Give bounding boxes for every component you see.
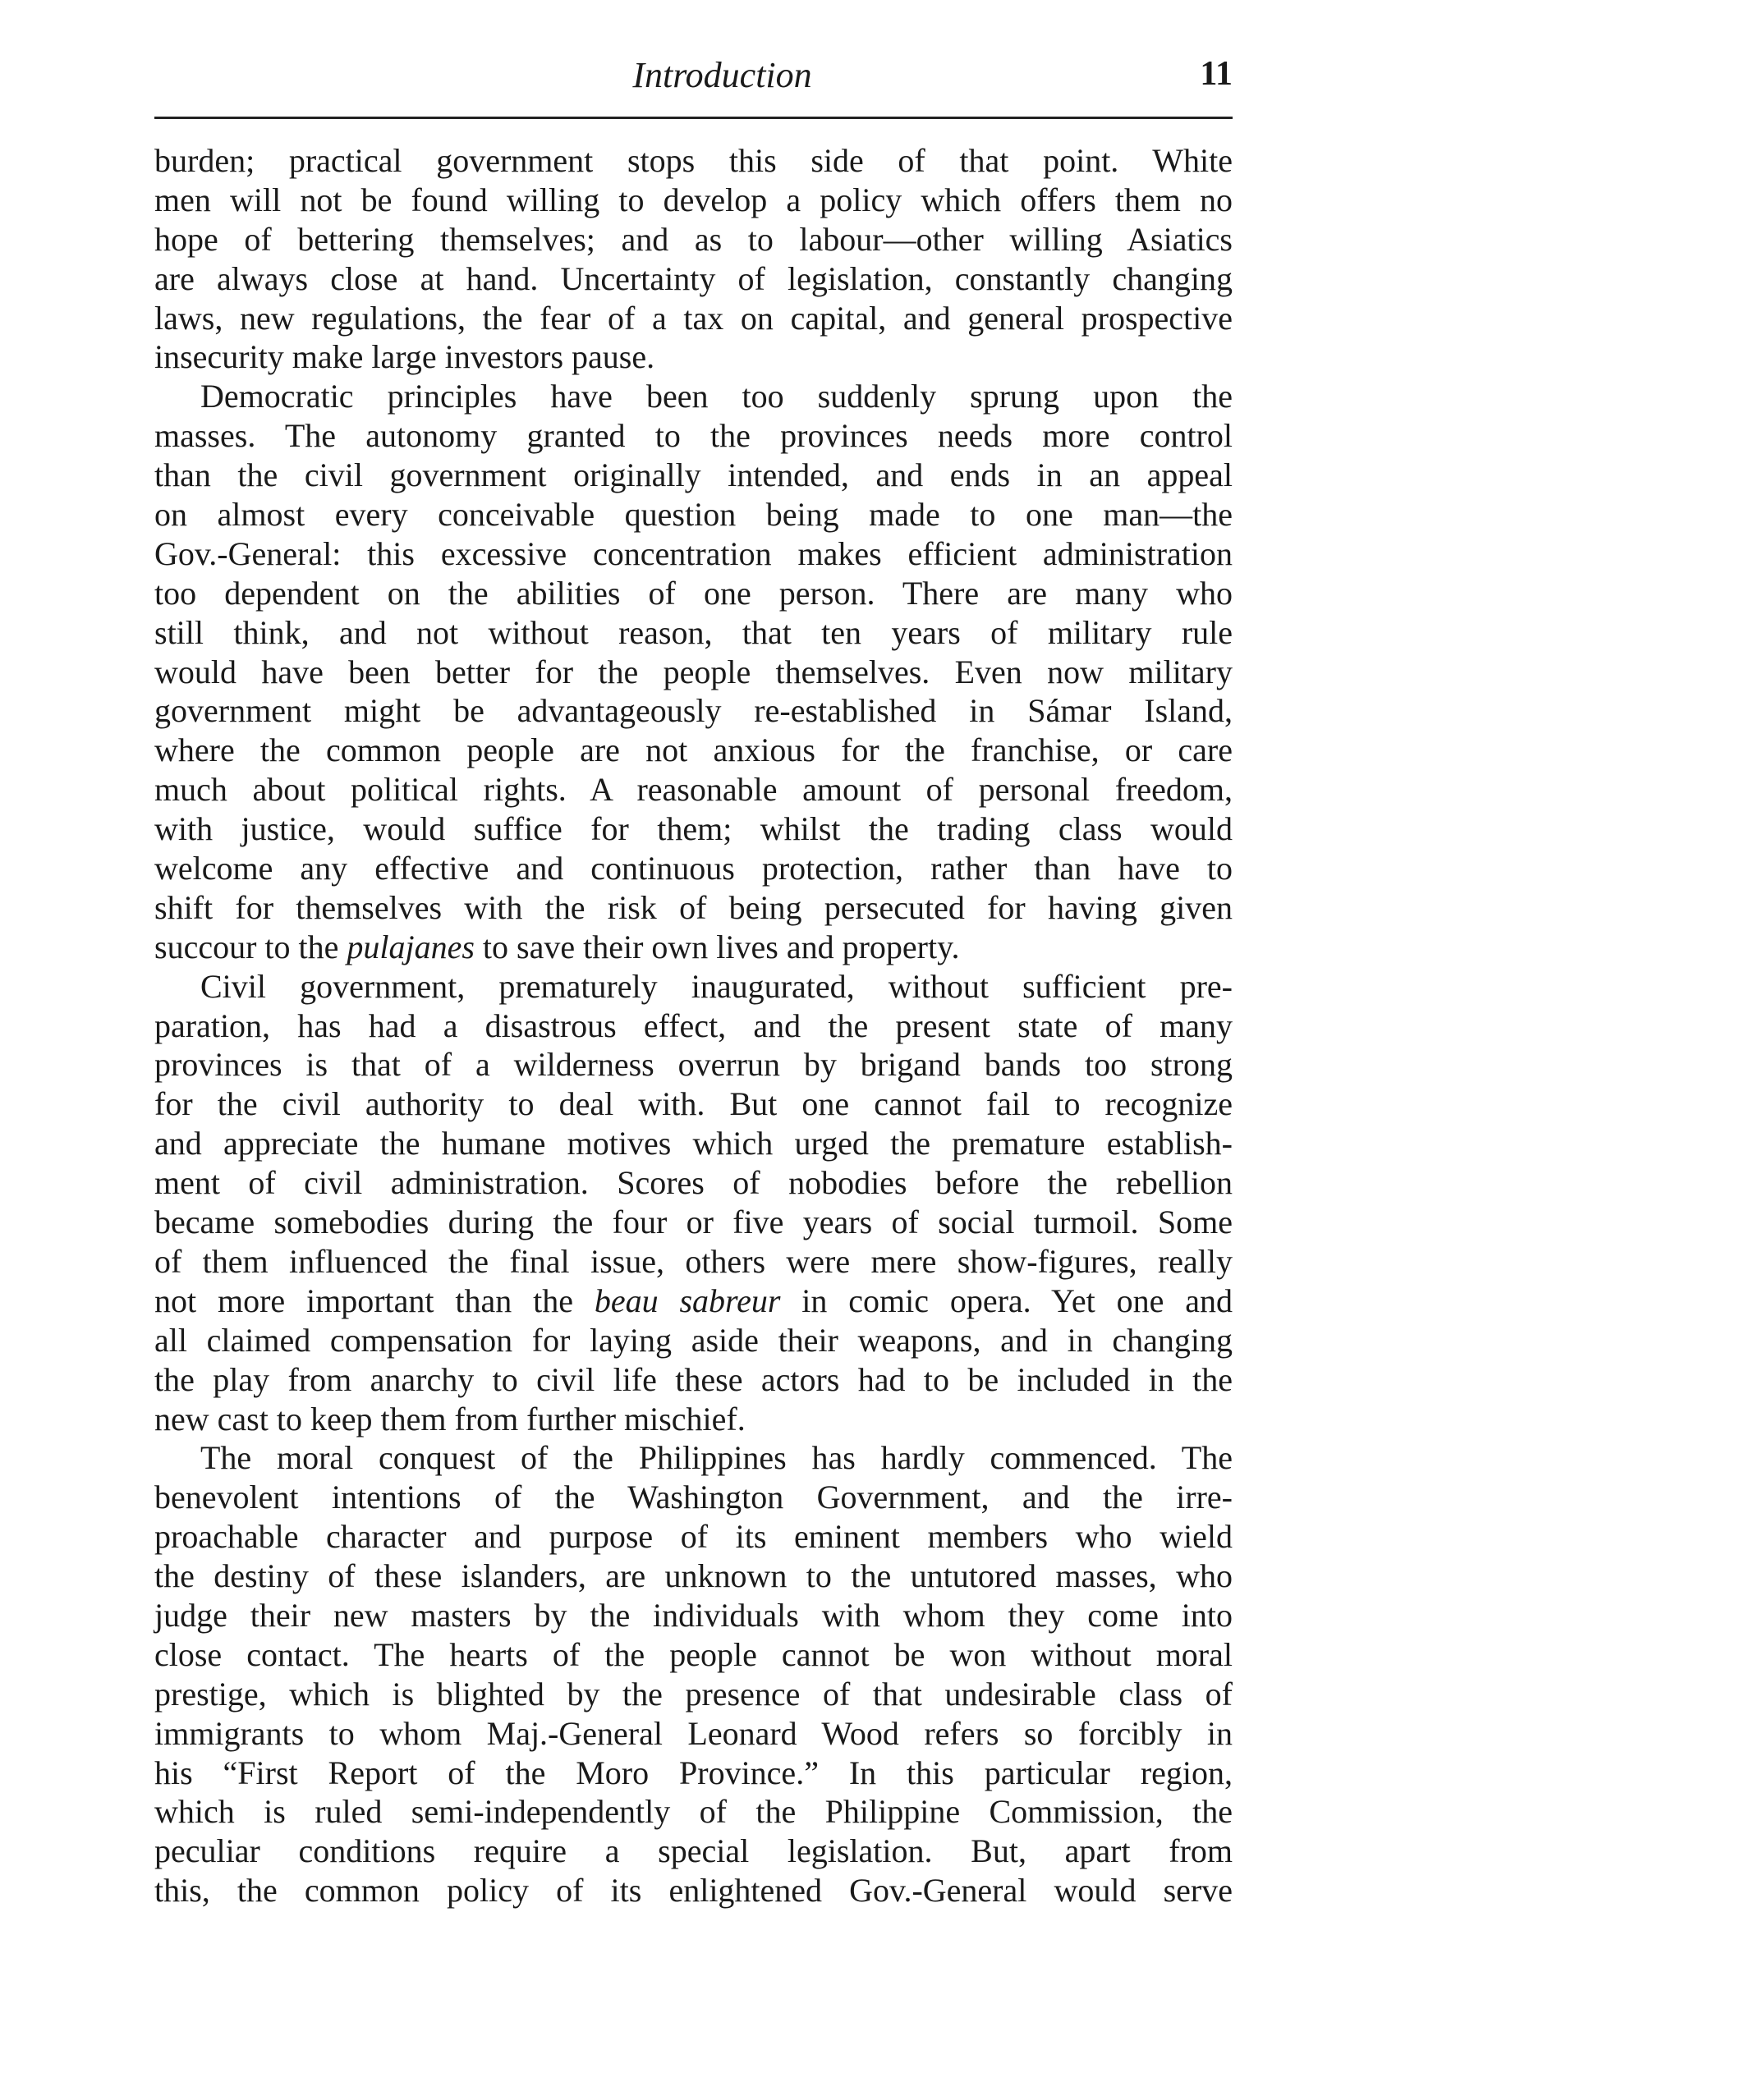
text-segment: are always close at hand. Uncertainty of legislation, constantly changing bbox=[154, 259, 1233, 297]
text-segment: government might be advantageously re-established in Sámar Island, bbox=[154, 692, 1233, 730]
text-line bbox=[154, 809, 1233, 849]
text-segment: still think, and not without reason, that ten years of military rule bbox=[154, 613, 1233, 651]
text-line bbox=[154, 1400, 1233, 1439]
text-line bbox=[154, 1006, 1233, 1046]
text-segment: not more important than the bbox=[154, 1282, 595, 1319]
text-line bbox=[154, 1871, 1233, 1910]
text-segment: became somebodies during the four or five years of social turmoil. Some bbox=[154, 1204, 1233, 1241]
text-line bbox=[154, 731, 1233, 770]
page-number: 11 bbox=[1200, 55, 1233, 93]
text-segment: provinces is that of a wilderness overrun by brigand bands too strong bbox=[154, 1046, 1233, 1084]
text-segment: shift for themselves with the risk of being persecuted for having given bbox=[154, 888, 1233, 926]
text-segment: hope of bettering themselves; and as to labour—other willing Asiatics bbox=[154, 220, 1233, 258]
text-line bbox=[154, 770, 1233, 809]
text-line bbox=[154, 1478, 1233, 1517]
text-line bbox=[154, 1517, 1233, 1557]
text-segment: welcome any effective and continuous protection, rather than have to bbox=[154, 850, 1233, 887]
text-segment: masses. The autonomy granted to the provinces needs more control bbox=[154, 417, 1233, 455]
text-line bbox=[154, 1282, 1233, 1321]
body-text bbox=[154, 141, 1233, 1910]
text-line bbox=[154, 1084, 1233, 1124]
text-segment: would have been better for the people themselves. Even now military bbox=[154, 653, 1233, 690]
text-line bbox=[154, 967, 1233, 1006]
text-segment: much about political rights. A reasonable amount of personal freedom, bbox=[154, 771, 1233, 809]
text-segment: succour to the bbox=[154, 928, 347, 965]
text-line bbox=[154, 299, 1233, 338]
text-line bbox=[154, 1360, 1233, 1400]
text-line bbox=[154, 1714, 1233, 1754]
text-segment: immigrants to whom Maj.-General Leonard Wood refers so forcibly in bbox=[154, 1714, 1233, 1752]
text-segment: all claimed compensation for laying aside their weapons, and in changing bbox=[154, 1321, 1233, 1359]
text-segment: of them influenced the final issue, others were mere show-figures, really bbox=[154, 1242, 1233, 1280]
text-line bbox=[154, 1124, 1233, 1163]
text-line bbox=[154, 1203, 1233, 1242]
text-line bbox=[154, 377, 1233, 416]
text-segment: too dependent on the abilities of one person. There are many who bbox=[154, 574, 1233, 612]
text-line bbox=[154, 928, 1233, 967]
paragraph bbox=[154, 1438, 1233, 1910]
text-line bbox=[154, 1792, 1233, 1832]
text-line bbox=[154, 849, 1233, 888]
text-segment: judge their new masters by the individuals with whom they come into bbox=[154, 1596, 1233, 1634]
text-line bbox=[154, 1438, 1233, 1478]
italic-term: beau sabreur bbox=[594, 1282, 781, 1319]
paragraph bbox=[154, 141, 1233, 377]
text-line bbox=[154, 1832, 1233, 1871]
text-segment: in comic opera. Yet one and bbox=[780, 1282, 1233, 1319]
text-line bbox=[154, 1754, 1233, 1793]
text-segment: peculiar conditions require a special legislation. But, apart from bbox=[154, 1832, 1233, 1870]
text-line bbox=[154, 1163, 1233, 1203]
paragraph bbox=[154, 377, 1233, 966]
text-segment: Civil government, prematurely inaugurated, without sufficient pre- bbox=[200, 967, 1233, 1005]
italic-term: pulajanes bbox=[347, 928, 475, 965]
text-segment: Gov.-General: this excessive concentration makes efficient administration bbox=[154, 534, 1233, 572]
text-line bbox=[154, 691, 1233, 731]
running-head-title: Introduction bbox=[632, 55, 812, 95]
text-segment: laws, new regulations, the fear of a tax on capital, and general prospective bbox=[154, 299, 1233, 337]
header-rule bbox=[154, 117, 1233, 119]
text-segment: ment of civil administration. Scores of nobodies before the rebellion bbox=[154, 1164, 1233, 1202]
text-line bbox=[154, 220, 1233, 259]
text-segment: paration, has had a disastrous effect, and the present state of many bbox=[154, 1006, 1233, 1044]
text-segment: new cast to keep them from further mischief. bbox=[154, 1400, 746, 1437]
text-segment: this, the common policy of its enlightened Gov.-General would serve bbox=[154, 1872, 1233, 1910]
text-line bbox=[154, 456, 1233, 495]
text-segment: Democratic principles have been too suddenly sprung upon the bbox=[200, 378, 1233, 415]
paragraph bbox=[154, 967, 1233, 1439]
text-segment: where the common people are not anxious for the franchise, or care bbox=[154, 731, 1233, 769]
text-segment: the play from anarchy to civil life these actors had to be included in the bbox=[154, 1360, 1233, 1398]
text-line bbox=[154, 1045, 1233, 1084]
text-line bbox=[154, 653, 1233, 692]
text-segment: with justice, would suffice for them; whilst the trading class would bbox=[154, 810, 1233, 848]
text-line bbox=[154, 1242, 1233, 1282]
text-line bbox=[154, 1596, 1233, 1635]
text-segment: on almost every conceivable question being made to one man—the bbox=[154, 496, 1233, 534]
text-line bbox=[154, 534, 1233, 574]
text-segment: The moral conquest of the Philippines has hardly commenced. The bbox=[200, 1439, 1233, 1477]
text-line bbox=[154, 259, 1233, 299]
text-line bbox=[154, 495, 1233, 534]
running-head bbox=[154, 54, 1233, 103]
text-segment: prestige, which is blighted by the presence of that undesirable class of bbox=[154, 1675, 1233, 1713]
text-segment: than the civil government originally intended, and ends in an appeal bbox=[154, 456, 1233, 494]
text-line bbox=[154, 1557, 1233, 1596]
text-segment: proachable character and purpose of its eminent members who wield bbox=[154, 1518, 1233, 1556]
text-segment: burden; practical government stops this side of that point. White bbox=[154, 142, 1233, 179]
text-segment: close contact. The hearts of the people cannot be won without moral bbox=[154, 1635, 1233, 1673]
text-line bbox=[154, 613, 1233, 653]
text-segment: for the civil authority to deal with. But one cannot fail to recognize bbox=[154, 1085, 1233, 1123]
text-segment: benevolent intentions of the Washington Government, and the irre- bbox=[154, 1479, 1233, 1516]
text-segment: which is ruled semi-independently of the Philippine Commission, the bbox=[154, 1793, 1233, 1831]
text-line bbox=[154, 337, 1233, 377]
text-line bbox=[154, 141, 1233, 181]
text-line bbox=[154, 181, 1233, 220]
text-line bbox=[154, 1321, 1233, 1360]
text-line bbox=[154, 574, 1233, 613]
text-segment: the destiny of these islanders, are unknown to the untutored masses, who bbox=[154, 1557, 1233, 1595]
text-segment: men will not be found willing to develop a policy which offers them no bbox=[154, 181, 1233, 218]
text-segment: and appreciate the humane motives which urged the premature establish- bbox=[154, 1125, 1233, 1162]
text-segment: insecurity make large investors pause. bbox=[154, 338, 655, 376]
text-line bbox=[154, 1635, 1233, 1675]
text-line bbox=[154, 416, 1233, 456]
text-segment: to save their own lives and property. bbox=[474, 928, 960, 965]
text-line bbox=[154, 888, 1233, 928]
text-segment: his “First Report of the Moro Province.” In this particular region, bbox=[154, 1754, 1233, 1791]
text-line bbox=[154, 1675, 1233, 1714]
